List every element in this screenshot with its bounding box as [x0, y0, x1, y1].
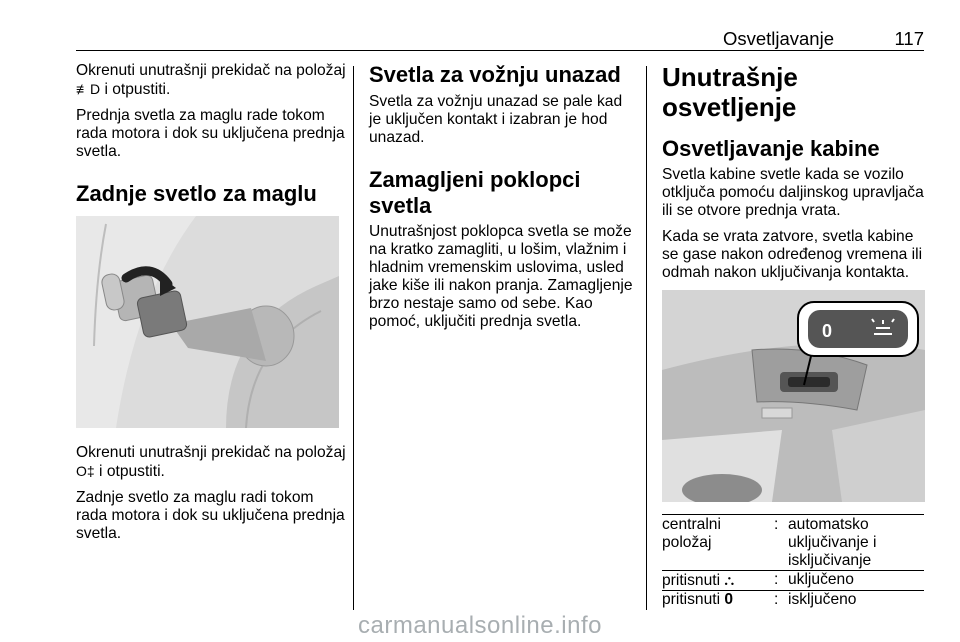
paragraph-fogged-covers: Unutrašnjost poklopca svetla se može na kratko zamagliti, u lošim, vlažnim i hladnim vremenskim uslovima, usled jake kiše ili nakon pranja. Zamagljenje brzo nestaje samo od sebe. Kao pomoć, uključiti prednja svetla. [369, 223, 633, 330]
heading-fogged-covers: Zamagljeni poklopci svetla [369, 167, 581, 218]
paragraph-front-fog-switch: Okrenuti unutrašnji prekidač na položaj ≢D i otpustiti. [76, 62, 346, 98]
heading-rear-fog-light: Zadnje svetlo za maglu [76, 181, 317, 206]
page-header [76, 26, 924, 51]
legend-table [662, 514, 924, 609]
legend-key: pritisnuti ⛬ [662, 571, 774, 591]
cabin-light-off-label: 0 [822, 321, 833, 341]
column-divider [353, 66, 354, 610]
heading-reversing-lights: Svetla za vožnju unazad [369, 62, 621, 87]
column-left [76, 62, 346, 207]
column-right [662, 62, 926, 316]
cabin-light-on-icon: ⛬ [724, 572, 735, 588]
legend-key: centralni položaj [662, 515, 774, 571]
paragraph-rear-fog-info: Zadnje svetlo za maglu radi tokom rada motora i dok su uključena prednja svetla. [76, 489, 345, 542]
cabin-light-off-symbol: 0 [724, 591, 734, 608]
column-left-lower [76, 444, 346, 551]
legend-value: isključeno [788, 591, 924, 610]
legend-value: uključeno [788, 571, 924, 591]
cabin-light-legend [662, 514, 924, 609]
paragraph-cabin-lighting-2: Kada se vrata zatvore, svetla kabine se gase nakon određenog vremena ili odmah nakon uključivanja kontakta. [662, 228, 923, 281]
paragraph-rear-fog-switch: Okrenuti unutrašnji prekidač na položaj O‡ i otpustiti. [76, 444, 346, 480]
column-divider [646, 66, 647, 610]
paragraph-cabin-lighting-1: Svetla kabine svetle kada se vozilo otključa pomoću daljinskog upravljača ili se otvore prednja vrata. [662, 166, 924, 219]
paragraph-reversing-lights: Svetla za vožnju unazad se pale kad je uključen kontakt i izabran je hod unazad. [369, 93, 623, 146]
rear-fog-light-icon: O‡ [76, 463, 95, 479]
column-middle [369, 62, 637, 339]
legend-value: automatsko uključivanje i isključivanje [788, 515, 924, 571]
heading-interior-lighting: Unutrašnje osvetljenje [662, 62, 798, 122]
front-fog-light-icon: ≢D [76, 81, 101, 97]
front-cabin-light-figure [662, 290, 925, 502]
page-number: 117 [894, 28, 924, 49]
watermark: carmanualsonline.info [358, 612, 602, 639]
legend-row: pritisnuti ⛬ : uključeno [662, 571, 924, 591]
light-switch-stalk-figure [76, 216, 339, 428]
heading-cabin-lighting: Osvetljavanje kabine [662, 136, 880, 161]
legend-row: pritisnuti 0 : isključeno [662, 591, 924, 610]
section-title: Osvetljavanje [722, 28, 834, 49]
legend-row: centralni položaj : automatsko uključivanje i isključivanje [662, 515, 924, 571]
legend-key: pritisnuti 0 [662, 591, 774, 610]
paragraph-front-fog-info: Prednja svetla za maglu rade tokom rada motora i dok su uključena prednja svetla. [76, 107, 345, 160]
